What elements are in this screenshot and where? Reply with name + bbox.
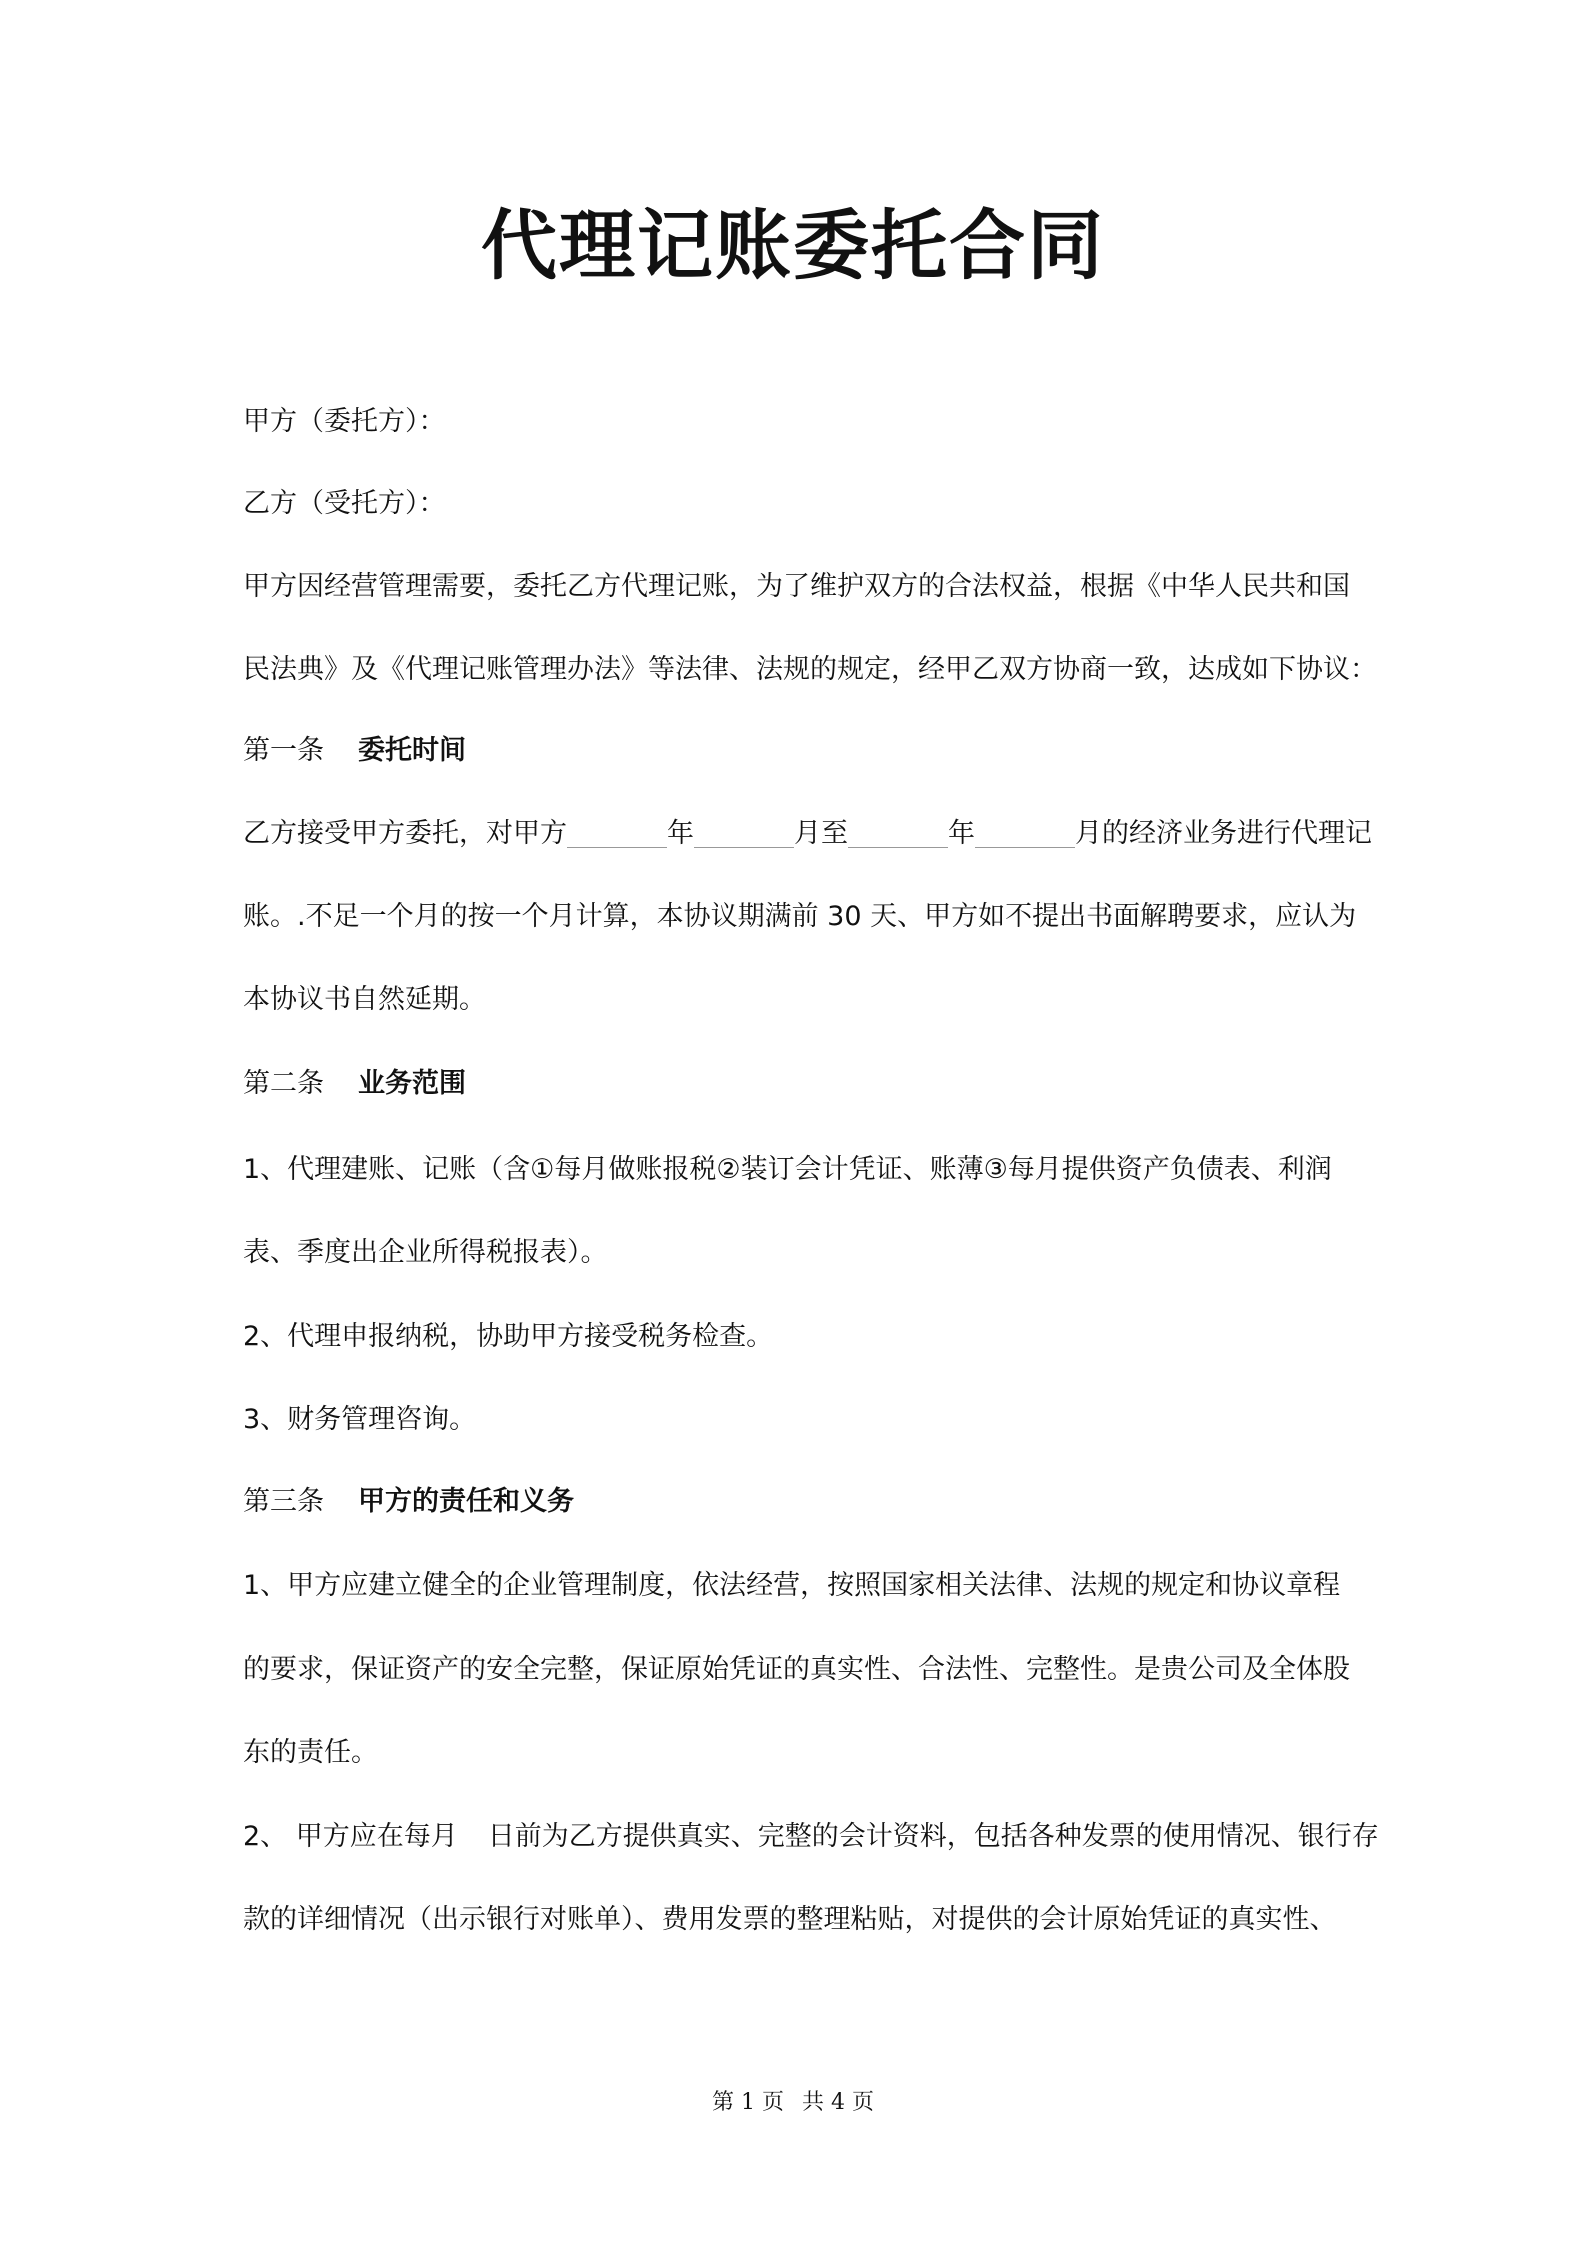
article-3-line-5: 款的详细情况（出示银行对账单）、费用发票的整理粘贴，对提供的会计原始凭证的真实性、 — [243, 1904, 1337, 1935]
article-3-line-2: 的要求，保证资产的安全完整，保证原始凭证的真实性、合法性、完整性。是贵公司及全体股 — [243, 1654, 1350, 1685]
article-3-number: 第三条 — [243, 1486, 324, 1517]
article-2-heading — [243, 1064, 466, 1104]
page-title: 代理记账委托合同 — [481, 201, 1105, 290]
article-2-line-3: 2、代理申报纳税，协助甲方接受税务检查。 — [243, 1321, 774, 1352]
preamble-line-2: 民法典》及《代理记账管理办法》等法律、法规的规定，经甲乙双方协商一致，达成如下协议： — [243, 654, 1377, 685]
article-1-number: 第一条 — [243, 735, 324, 766]
article-1-line-3: 本协议书自然延期。 — [243, 984, 486, 1015]
blank-line — [567, 817, 667, 848]
article-2-number: 第二条 — [243, 1068, 324, 1099]
article-3-title: 甲方的责任和义务 — [358, 1486, 574, 1517]
page-number: 第 1 页 — [712, 2090, 784, 2115]
page-total: 共 4 页 — [802, 2090, 874, 2115]
month-to-label: 月至 — [794, 818, 848, 849]
party-a-label: 甲方（委托方）： — [243, 406, 446, 437]
preamble-line-1: 甲方因经营管理需要，委托乙方代理记账，为了维护双方的合法权益，根据《中华人民共和国 — [243, 571, 1350, 602]
article-2-line-4: 3、财务管理咨询。 — [243, 1404, 477, 1435]
article-3-heading — [243, 1482, 574, 1522]
article-2-title: 业务范围 — [358, 1068, 466, 1099]
party-b-label: 乙方（受托方）： — [243, 488, 446, 519]
year-label: 年 — [667, 818, 694, 849]
blank-line — [848, 817, 948, 848]
article-3-text: 日前为乙方提供真实、完整的会计资料，包括各种发票的使用情况、银行存 — [487, 1821, 1379, 1852]
blank-space — [458, 1821, 488, 1851]
article-1-line-2: 账。.不足一个月的按一个月计算，本协议期满前 30 天、甲方如不提出书面解聘要求，应认为 — [243, 901, 1357, 932]
article-2-line-1: 1、代理建账、记账（含①每月做账报税②装订会计凭证、账薄③每月提供资产负债表、利润 — [243, 1154, 1332, 1185]
article-1-text: 月的经济业务进行代理记 — [1075, 818, 1372, 849]
article-3-line-3: 东的责任。 — [243, 1737, 378, 1768]
blank-line — [975, 817, 1075, 848]
article-1-text: 乙方接受甲方委托，对甲方 — [243, 818, 567, 849]
article-1-heading — [243, 731, 466, 771]
article-3-text: 2、 甲方应在每月 — [243, 1821, 458, 1852]
article-3-line-4 — [243, 1817, 1379, 1857]
article-1-line-1 — [243, 814, 1372, 854]
article-2-line-2: 表、季度出企业所得税报表）。 — [243, 1237, 608, 1268]
page-footer — [0, 2088, 1586, 2118]
year-label: 年 — [948, 818, 975, 849]
article-1-title: 委托时间 — [358, 735, 466, 766]
article-3-line-1: 1、甲方应建立健全的企业管理制度，依法经营，按照国家相关法律、法规的规定和协议章程 — [243, 1570, 1341, 1601]
blank-line — [694, 817, 794, 848]
